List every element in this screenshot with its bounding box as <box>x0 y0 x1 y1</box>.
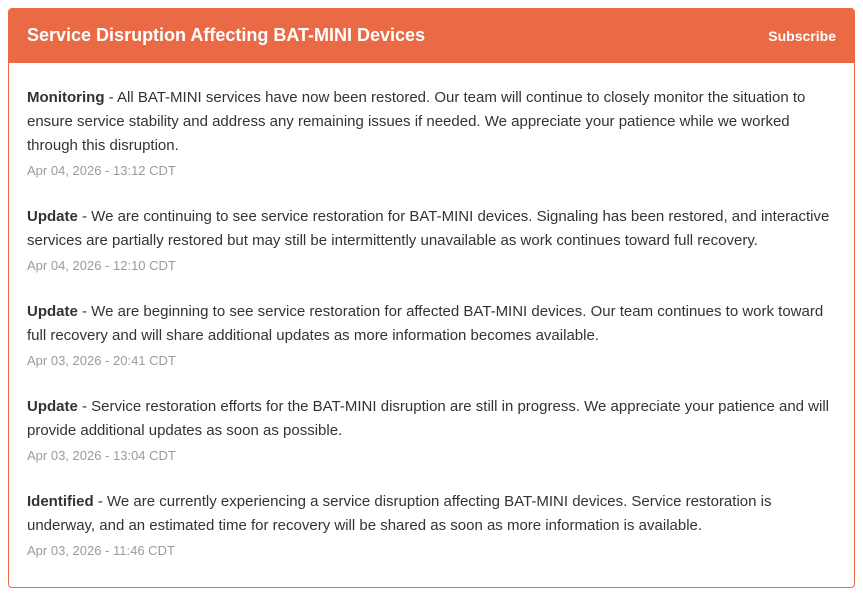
update-message <box>27 490 836 538</box>
update-message <box>27 86 836 158</box>
update-status-label: Monitoring <box>27 89 105 106</box>
incident-update <box>27 86 836 180</box>
update-body-text: - All BAT-MINI services have now been restored. Our team will continue to closely monitor the situation to ensure service stability and address any remaining issues if needed. We appreciate your patience while we worked through this disruption. <box>27 89 806 154</box>
update-body-text: - We are currently experiencing a service disruption affecting BAT-MINI devices. Service restoration is underway, and an estimated time for recovery will be shared as soon as more information is available. <box>27 493 772 534</box>
update-timestamp: Apr 03, 2026 - 11:46 CDT <box>27 543 175 558</box>
incident-update <box>27 205 836 275</box>
update-message <box>27 395 836 443</box>
update-message <box>27 300 836 348</box>
update-timestamp: Apr 04, 2026 - 12:10 CDT <box>27 258 176 273</box>
subscribe-button[interactable]: Subscribe <box>768 28 836 44</box>
update-timestamp: Apr 04, 2026 - 13:12 CDT <box>27 163 176 178</box>
update-timestamp: Apr 03, 2026 - 20:41 CDT <box>27 353 176 368</box>
incident-title: Service Disruption Affecting BAT-MINI Devices <box>27 25 426 46</box>
updates-list <box>9 63 854 578</box>
incident-update <box>27 395 836 465</box>
update-body-text: - We are beginning to see service restoration for affected BAT-MINI devices. Our team continues to work toward full recovery and will share additional updates as more information becomes available. <box>27 303 824 344</box>
incident-header <box>9 9 854 63</box>
incident-card <box>8 8 855 588</box>
incident-update <box>27 300 836 370</box>
update-status-label: Update <box>27 208 78 225</box>
incident-update <box>27 490 836 560</box>
update-status-label: Update <box>27 398 78 415</box>
update-status-label: Identified <box>27 493 94 510</box>
update-body-text: - Service restoration efforts for the BAT-MINI disruption are still in progress. We appreciate your patience and will provide additional updates as soon as possible. <box>27 398 830 439</box>
update-message <box>27 205 836 253</box>
update-status-label: Update <box>27 303 78 320</box>
update-timestamp: Apr 03, 2026 - 13:04 CDT <box>27 448 176 463</box>
update-body-text: - We are continuing to see service restoration for BAT-MINI devices. Signaling has been restored, and interactive services are partially restored but may still be intermittently unavailable as work continues toward full recovery. <box>27 208 830 249</box>
